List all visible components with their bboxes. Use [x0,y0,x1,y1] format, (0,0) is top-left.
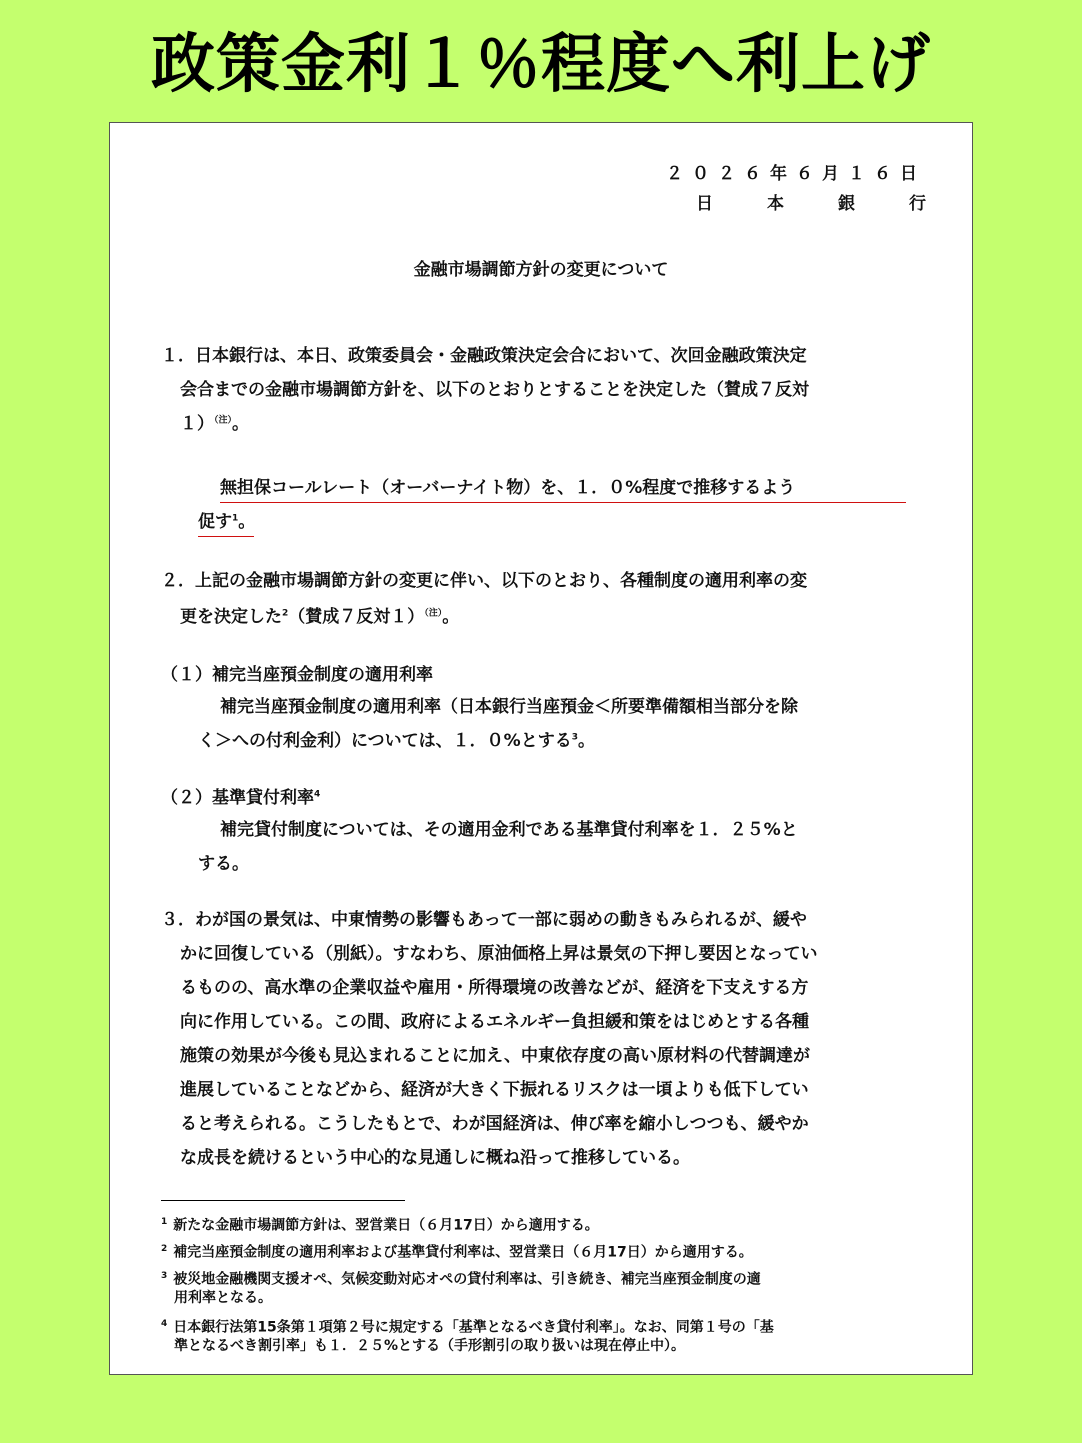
para3-line4: 向に作用している。この間、政府によるエネルギー負担緩和策をはじめとする各種 [180,1012,809,1032]
sub2-line2: する。 [198,854,249,874]
issuer-char: 日 [696,194,713,214]
para1-line1: １．日本銀行は、本日、政策委員会・金融政策決定会合において、次回金融政策決定 [161,346,807,366]
footnote-ref: 1 [232,513,239,524]
sub1-line2: く＞への付利金利）については、１．０%とする$^3$。 [198,731,595,751]
para3-line1: ３．わが国の景気は、中東情勢の影響もあって一部に弱めの動きもみられるが、緩や [161,910,807,930]
policy-line1: 無担保コールレート（オーバーナイト物）を、１．０%程度で推移するよう [220,478,796,498]
document-date: ２０２６年６月１６日 [666,164,926,184]
issuer-char: 行 [909,194,926,214]
footnote-3: $^3$ 被災地金融機関支援オペ、気候変動対応オペの貸付利率は、引き続き、補完当座預金制度の適 [161,1271,761,1288]
footnote-4-cont: 準となるべき割引率」も１．２５%とする（手形割引の取り扱いは現在停止中）。 [174,1338,686,1354]
para3-line2: かに回復している（別紙）。すなわち、原油価格上昇は景気の下押し要因となってい [180,944,818,964]
para3-line6: 進展していることなどから、経済が大きく下振れるリスクは一頃よりも低下してい [180,1080,809,1100]
document-issuer [696,189,926,214]
footnote-4: $^4$ 日本銀行法第15条第１項第２号に規定する「基準となるべき貸付利率」。なお、同第１号の「基 [161,1319,774,1336]
para1-line3: １）$^{(注)}$。 [180,414,250,434]
footnote-ref: 4 [314,789,321,800]
footnote-2: $^2$ 補完当座預金制度の適用利率および基準貸付利率は、翌営業日（６月17日）から適用する。 [161,1244,753,1261]
note-mark: （注） [214,415,233,426]
headline: 政策金利１％程度へ利上げ [151,28,931,102]
para2-line1: ２．上記の金融市場調節方針の変更に伴い、以下のとおり、各種制度の適用利率の変 [161,571,807,591]
footnote-ref: 3 [571,732,578,743]
para3-line5: 施策の効果が今後も見込まれることに加え、中東依存度の高い原材料の代替調達が [180,1046,811,1066]
footnote-separator [161,1200,405,1201]
para1-line2: 会合までの金融市場調節方針を、以下のとおりとすることを決定した（賛成７反対 [180,380,809,400]
policy-line2: 促す$^1$。 [198,512,256,532]
sub2-line1: 補完貸付制度については、その適用金利である基準貸付利率を１．２５%と [220,820,798,840]
footnote-ref: 2 [282,608,289,619]
para3-number: ３． [161,910,195,930]
policy-underline-1 [220,502,906,503]
para2-number: ２． [161,571,195,591]
footnote-1: $^1$ 新たな金融市場調節方針は、翌営業日（６月17日）から適用する。 [161,1217,599,1234]
para3-line7: ると考えられる。こうしたもとで、わが国経済は、伸び率を縮小しつつも、緩やか [180,1114,809,1134]
para2-line2: 更を決定した$^2$（賛成７反対１）$^{(注)}$。 [180,607,460,627]
issuer-char: 銀 [838,194,855,214]
issuer-char: 本 [767,194,784,214]
policy-underline-2 [198,536,254,537]
footnote-3-cont: 用利率となる。 [174,1290,272,1306]
sub1-heading: （１）補完当座預金制度の適用利率 [161,665,433,685]
para3-line3: るものの、高水準の企業収益や雇用・所得環境の改善などが、経済を下支えする方 [180,978,809,998]
sub2-heading: （２）基準貸付利率$^4$ [161,788,321,808]
para1-number: １． [161,346,195,366]
document-page [109,122,973,1375]
document-title: 金融市場調節方針の変更について [413,260,669,280]
note-mark: （注） [424,608,443,619]
para3-line8: な成長を続けるという中心的な見通しに概ね沿って推移している。 [180,1148,690,1168]
sub1-line1: 補完当座預金制度の適用利率（日本銀行当座預金＜所要準備額相当部分を除 [220,697,798,717]
